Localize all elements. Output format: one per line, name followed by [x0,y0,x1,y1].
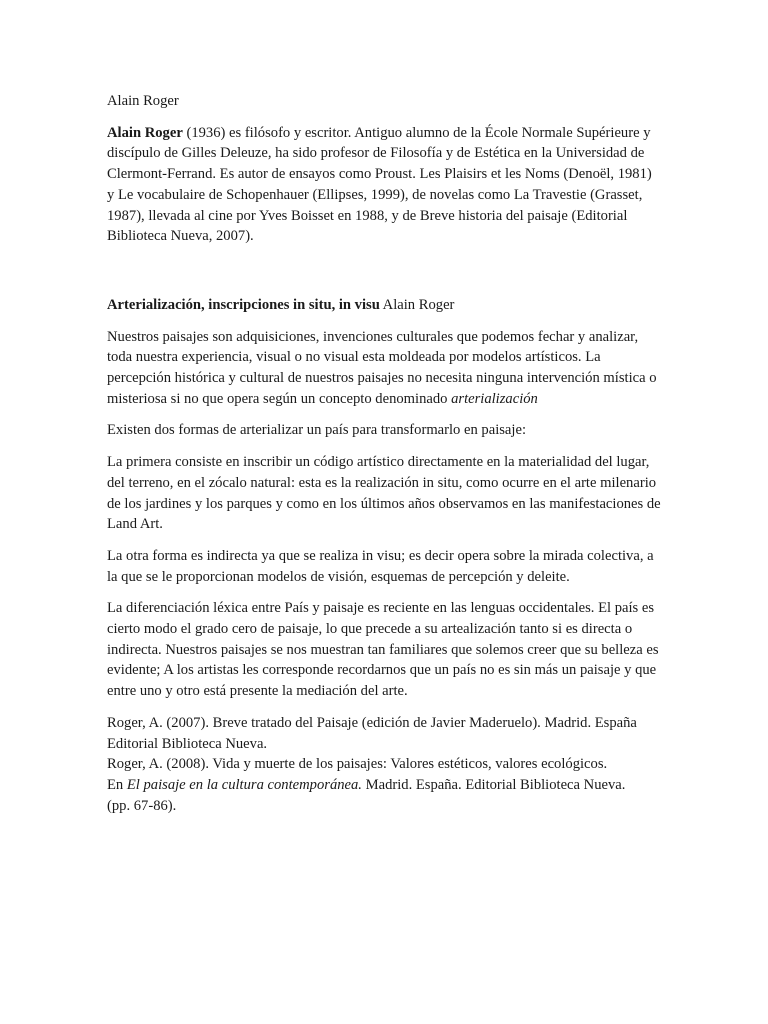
author-bio-text: (1936) es filósofo y escritor. Antiguo alumno de la École Normale Supérieure y discípulo de Gilles Deleuze, ha sido profesor de Filosofía y de Estética en la Universidad de Clermont-Ferrand. Es autor de ensayos como Proust. Les Plaisirs et les Noms (Denoël, 1981) y Le vocabulaire de Schopenhauer (Ellipses, 1999), de novelas como La Travestie (Grasset, 1987), llevada al cine por Yves Boisset en 1988, y de Breve historia del paisaje (Editorial Biblioteca Nueva, 2007). [107,124,652,245]
paragraph-2: Existen dos formas de arterializar un país para transformarlo en paisaje: [107,422,527,439]
section-title-bold: Arterialización, inscripciones in situ, in visu [107,296,380,313]
author-bio-name: Alain Roger [107,124,183,141]
paragraph-1-text: Nuestros paisajes son adquisiciones, invenciones culturales que podemos fechar y analizar, toda nuestra experiencia, visual o no visual esta moldeada por modelos artísticos. La percepción histórica y cultural de nuestros paisajes no necesita ninguna intervención mística o misteriosa si no que opera según un concepto denominado [107,328,657,407]
reference-2-prefix: En [107,776,127,793]
section-title-author: Alain Roger [379,296,455,313]
reference-2-book-title: El paisaje en la cultura contemporánea. [126,776,362,793]
document-page [107,91,662,816]
paragraph-3: La primera consiste en inscribir un código artístico directamente en la materialidad del lugar, del terreno, en el zócalo natural: esta es la realización in situ, como ocurre en el arte milenario de los jardines y los parques y como en los últimos años observamos en las manifestaciones de Land Art. [107,454,661,533]
paragraph-4: La otra forma es indirecta ya que se realiza in visu; es decir opera sobre la mirada colectiva, a la que se le proporcionan modelos de visión, esquemas de percepción y deleite. [107,547,654,585]
author-heading: Alain Roger [107,93,179,109]
paragraph-1-term: arterialización [451,390,538,407]
reference-1: Roger, A. (2007). Breve tratado del Paisaje (edición de Javier Maderuelo). Madrid. España Editorial Biblioteca Nueva. [107,714,637,752]
section-title [107,295,662,316]
paragraph-5: La diferenciación léxica entre País y paisaje es reciente en las lenguas occidentales. El país es cierto modo el grado cero de paisaje, lo que precede a su artealización tanto si es directa o indirecta. Nuestros paisajes se nos muestran tan familiares que solemos creer que su belleza es evidente; A los artistas les corresponde recordarnos que un país no es sin más un paisaje y que entre uno y otro está presente la mediación del arte. [107,600,659,700]
reference-2-line-2 [107,775,662,796]
references [107,713,662,817]
paragraph-1 [107,327,662,410]
author-bio [107,123,662,247]
reference-2-publisher: Madrid. España. Editorial Biblioteca Nueva. [361,776,626,793]
reference-2-line-1: Roger, A. (2008). Vida y muerte de los paisajes: Valores estéticos, valores ecológicos. [107,756,608,773]
reference-2-pages: (pp. 67-86). [107,797,177,814]
